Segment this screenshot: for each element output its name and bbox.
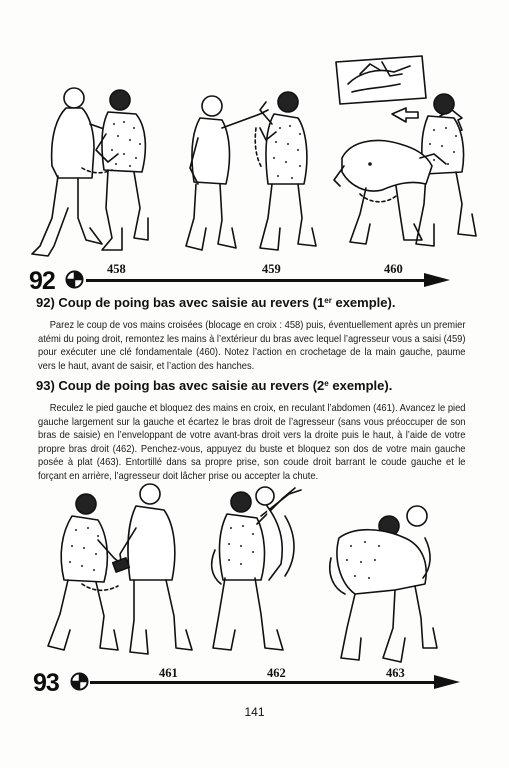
figure-number: 460 xyxy=(384,262,403,276)
sequence-bar-92 xyxy=(0,262,509,298)
figure-number: 458 xyxy=(107,262,126,276)
section-text-92: Parez le coup de vos mains croisées (blocage en croix : 458) puis, éventuellement après un premier atémi du poing droit, remontez les mains à l’extérieur du bras avec lequel l’agresseur vous a saisi (459) pour exécuter une clé fondamentale (460). Notez l’action en crochetage de la main gauche, paume vers le haut, avant de saisir, et l’action des hanches. xyxy=(38,320,466,372)
section-title-92: 92) Coup de poing bas avec saisie au revers (1er exemple). xyxy=(36,295,396,310)
illustration-458 xyxy=(22,78,162,268)
illustration-462 xyxy=(205,480,315,670)
illustration-460 xyxy=(330,54,480,264)
figure-number: 461 xyxy=(159,666,178,680)
section-title-93: 93) Coup de poing bas avec saisie au revers (2e exemple). xyxy=(36,378,393,393)
sequence-number: 92 xyxy=(29,267,55,295)
sequence-number: 93 xyxy=(33,669,59,697)
section-text-93: Reculez le pied gauche et bloquez des mains en croix, en reculant l’abdomen (461). Avancez le pied gauche largement sur la gauche et écartez le bras droit de l’agresseur (sans vous préoccuper de son bras de saisie) en l’enveloppant de votre avant-bras droit vers la droite puis le haut, à l’aide de votre propre bras droit (462). Penchez-vous, appuyez du buste et bloquez son dos de votre main gauche posée à plat (463). Entortillé dans sa propre prise, son coude droit barrant le coude gauche et le forçant en arrière, l’agresseur doit lâcher prise ou accepter la chute. xyxy=(38,403,466,482)
illustration-459 xyxy=(176,88,326,268)
figure-number: 463 xyxy=(386,666,405,680)
sequence-arrow-head xyxy=(424,273,450,287)
quartered-circle-icon xyxy=(65,270,84,289)
figure-number: 462 xyxy=(267,666,286,680)
figure-number: 459 xyxy=(262,262,281,276)
sequence-arrow-head xyxy=(434,675,460,689)
illustration-461 xyxy=(42,480,202,670)
quartered-circle-icon xyxy=(70,672,89,691)
illustration-463 xyxy=(325,498,445,678)
sequence-arrow-line xyxy=(90,681,436,684)
page-number: 141 xyxy=(244,705,265,719)
sequence-bar-93 xyxy=(0,664,509,700)
sequence-arrow-line xyxy=(86,279,426,282)
